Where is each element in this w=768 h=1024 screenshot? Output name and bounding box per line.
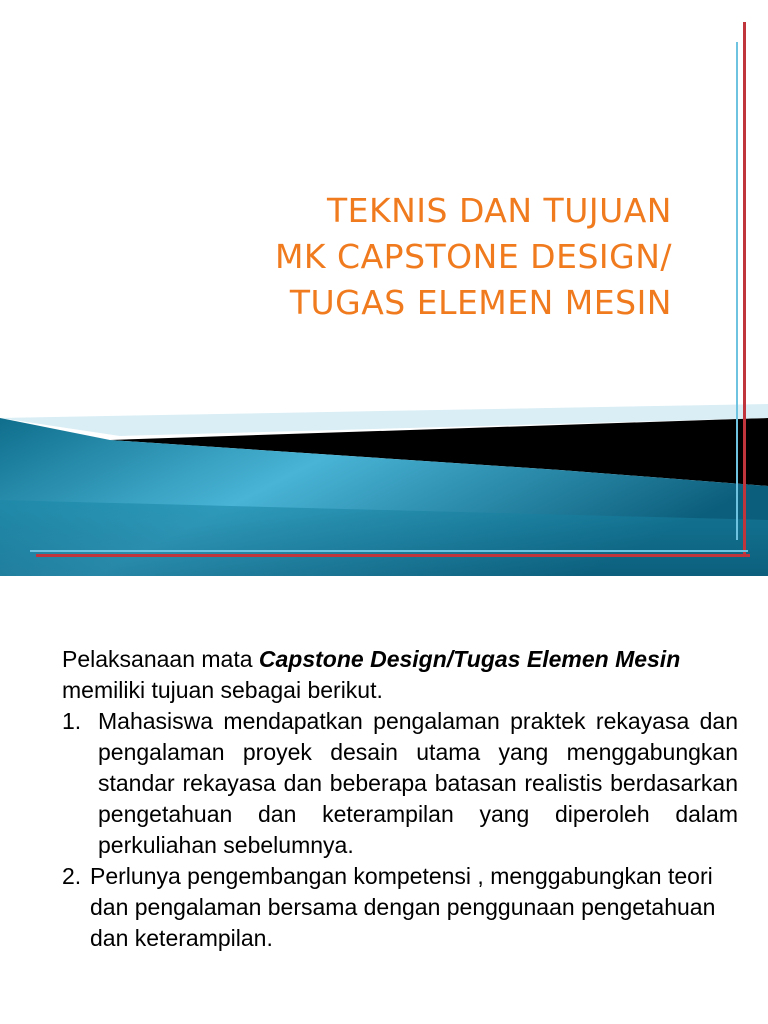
title-line-1: TEKNIS DAN TUJUAN — [326, 191, 672, 230]
vertical-rule-blue — [736, 42, 738, 540]
list-item — [62, 706, 738, 861]
vertical-rule-red — [743, 22, 746, 556]
list-item-text: Perlunya pengembangan kompetensi , menggabungkan teori dan pengalaman bersama dengan penggunaan pengetahuan dan keterampilan. — [90, 863, 716, 951]
list-item-text: Mahasiswa mendapatkan pengalaman praktek rekayasa dan pengalaman proyek desain utama yang menggabungkan standar rekayasa dan beberapa batasan realistis berdasarkan pengetahuan dan keterampilan yang diperoleh dalam perkuliahan sebelumnya. — [98, 708, 738, 858]
list-item — [62, 861, 738, 954]
slide-title — [275, 188, 672, 326]
horizontal-rule-blue — [30, 550, 748, 552]
objective-list — [62, 706, 738, 954]
list-item-number: 1. — [62, 708, 82, 734]
intro-paragraph: Pelaksanaan mata Capstone Design/Tugas Elemen Mesin memiliki tujuan sebagai berikut. — [62, 646, 681, 703]
list-item-number: 2. — [62, 863, 82, 889]
horizontal-rule-red — [36, 554, 750, 557]
title-line-2: MK CAPSTONE DESIGN/ — [274, 237, 672, 276]
intro-emphasis: Capstone Design/Tugas Elemen Mesin — [258, 646, 681, 672]
title-line-3: TUGAS ELEMEN MESIN — [289, 283, 672, 322]
body-text — [62, 644, 738, 954]
